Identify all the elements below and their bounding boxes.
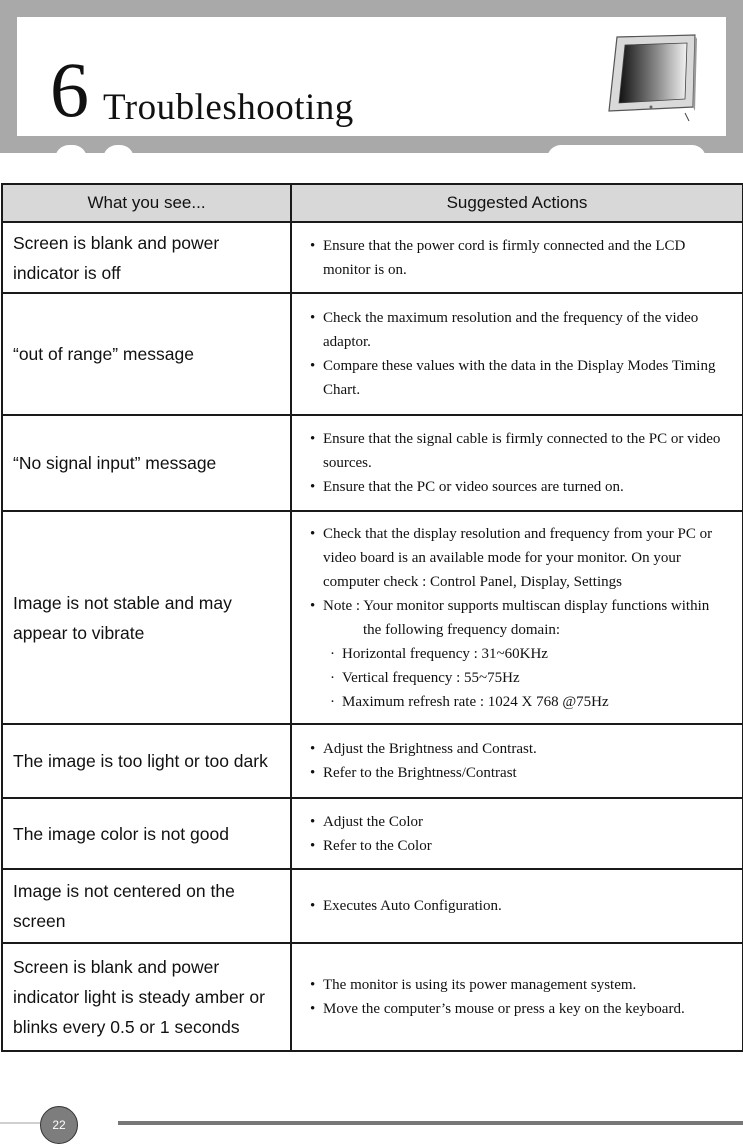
symptom-text: Image is not stable and may appear to vibrate: [13, 592, 232, 643]
frequency-item: · Maximum refresh rate : 1024 X 768 @75Hz: [310, 690, 736, 714]
symptom-cell: [2, 222, 291, 293]
table-row: [2, 869, 743, 943]
troubleshooting-table: [1, 183, 743, 1052]
action-item: • Refer to the Brightness/Contrast: [310, 761, 736, 785]
symptom-text: “No signal input” message: [13, 453, 217, 473]
table-row: [2, 293, 743, 415]
table-row: [2, 511, 743, 724]
table-row: [2, 222, 743, 293]
monitor-icon: [605, 33, 697, 123]
table-header-row: [2, 184, 743, 222]
footer-rule: [118, 1121, 743, 1125]
table-row: [2, 724, 743, 798]
action-item: • Compare these values with the data in the Display Modes Timing Chart.: [310, 354, 736, 402]
actions-cell: [291, 724, 743, 798]
action-item: • Note : Your monitor supports multiscan display functions within: [310, 594, 736, 618]
header-tab-decoration: [547, 145, 706, 159]
frequency-item: · Horizontal frequency : 31~60KHz: [310, 642, 736, 666]
footer-rule-left: [0, 1122, 40, 1124]
chapter-number: 6: [50, 46, 89, 133]
symptom-cell: [2, 943, 291, 1051]
table-row: [2, 798, 743, 869]
symptom-cell: [2, 293, 291, 415]
actions-cell: [291, 293, 743, 415]
action-list: [292, 234, 742, 282]
action-list: [292, 894, 742, 918]
table-row: [2, 415, 743, 511]
symptom-cell: [2, 798, 291, 869]
symptom-text: The image color is not good: [13, 823, 229, 844]
actions-cell: [291, 943, 743, 1051]
actions-cell: [291, 222, 743, 293]
note-continuation: the following frequency domain:: [363, 621, 561, 638]
symptom-cell: [2, 511, 291, 724]
action-item: • Check the maximum resolution and the frequency of the video adaptor.: [310, 306, 736, 354]
actions-cell: [291, 869, 743, 943]
page-number-badge: 22: [40, 1106, 78, 1144]
actions-cell: [291, 798, 743, 869]
action-item: • Ensure that the power cord is firmly connected and the LCD monitor is on.: [310, 234, 736, 282]
action-item: • Ensure that the PC or video sources are turned on.: [310, 475, 736, 499]
column-header-what-you-see: What you see...: [2, 184, 291, 222]
symptom-cell: [2, 724, 291, 798]
symptom-text: Screen is blank and power indicator is off: [13, 232, 220, 283]
action-list: [292, 737, 742, 785]
action-list: [292, 810, 742, 858]
symptom-cell: [2, 415, 291, 511]
symptom-text: Screen is blank and power indicator light is steady amber or blinks every 0.5 or 1 seconds: [13, 957, 265, 1037]
actions-cell: [291, 415, 743, 511]
action-item: • Adjust the Brightness and Contrast.: [310, 737, 736, 761]
action-item: • Move the computer’s mouse or press a key on the keyboard.: [310, 997, 736, 1021]
action-list: [292, 522, 742, 714]
action-list: [292, 306, 742, 402]
action-item: • The monitor is using its power management system.: [310, 973, 736, 997]
action-item: • Ensure that the signal cable is firmly connected to the PC or video sources.: [310, 427, 736, 475]
action-list: [292, 973, 742, 1021]
action-item: • Refer to the Color: [310, 834, 736, 858]
action-list: [292, 427, 742, 499]
action-item: • Adjust the Color: [310, 810, 736, 834]
symptom-text: “out of range” message: [13, 344, 194, 364]
action-item: • Executes Auto Configuration.: [310, 894, 736, 918]
action-item: • Check that the display resolution and frequency from your PC or video board is an available mode for your monitor. On your computer check : Control Panel, Display, Settings: [310, 522, 736, 594]
column-header-suggested-actions: Suggested Actions: [291, 184, 743, 222]
symptom-text: Image is not centered on the screen: [13, 881, 235, 931]
actions-cell: [291, 511, 743, 724]
frequency-item: · Vertical frequency : 55~75Hz: [310, 666, 736, 690]
symptom-cell: [2, 869, 291, 943]
symptom-text: The image is too light or too dark: [13, 751, 268, 771]
chapter-title: Troubleshooting: [103, 87, 354, 128]
table-row: [2, 943, 743, 1051]
